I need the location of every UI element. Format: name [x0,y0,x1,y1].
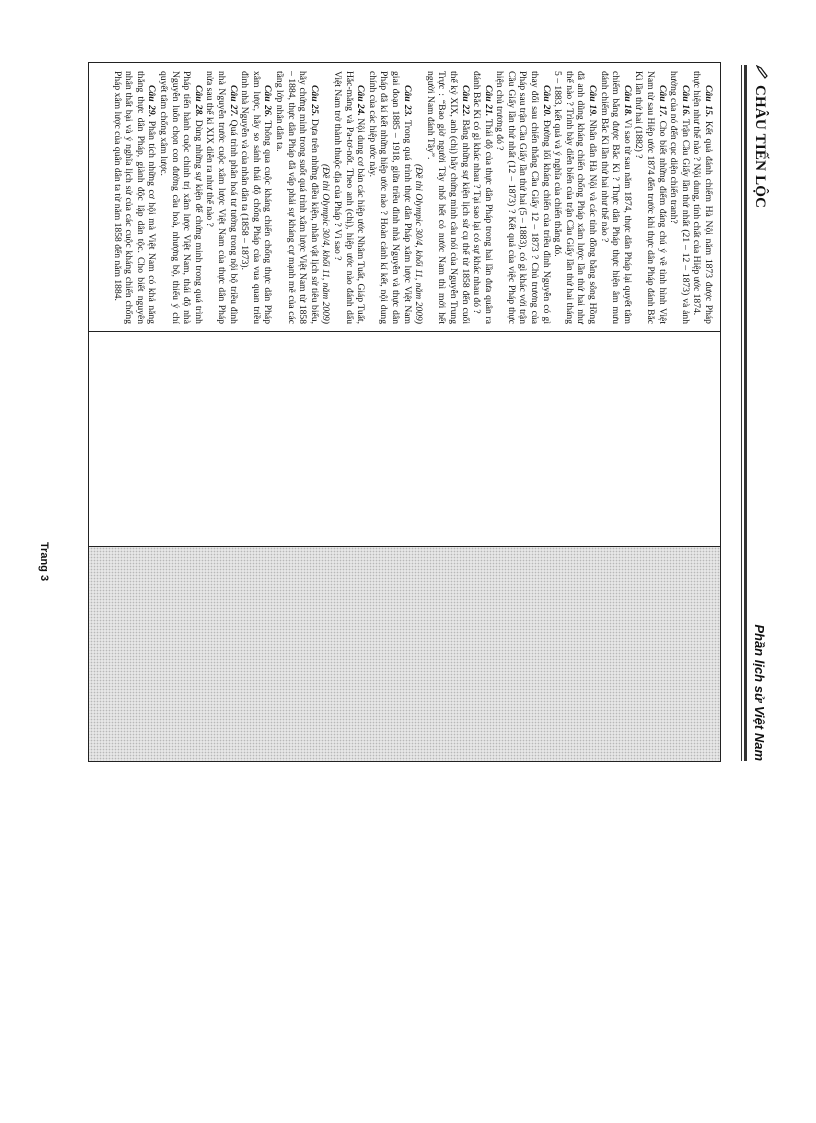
question-number: Câu 25. [308,85,320,117]
question-number: Câu 28. [192,85,204,117]
question-text: (Đề thi Olympic 30/4, khối 11, năm 2009) [320,164,332,324]
question-text: (Đề thi Olympic 30/4, khối 11, năm 2009) [413,164,425,324]
question-item [424,71,470,324]
question-number: Câu 15. [703,85,714,118]
question-item [273,71,319,324]
question-number: Câu 20. [540,85,552,117]
question-text: Đường lối kháng chiến của triều đình Nguyễn có gì thay đổi sau chiến thắng Cầu Giấy 12 – 1873 ? Chủ trương của Pháp sau trận Cầu Giấy lần thứ hai (5 – 1883), có gì khác với trận Cầu Giấy lần thứ nhất (12 – 1873) ? Kết quả của việc Pháp thực hiện chủ trương đó ? [494,71,552,324]
question-number: Câu 17. [656,85,668,118]
question-text: Thái độ của thực dân Pháp trong hai lần đưa quân ra đánh Bắc Kì có gì khác nhau ? Tại sao lại có sự khác nhau đó ? [471,71,494,324]
question-text: Vì sao từ sau năm 1874, thực dân Pháp lại quyết tâm chiếm bằng được Bắc Kì ? Thực dân Pháp thực hiện âm mưu đánh chiếm Bắc Kì lần thứ hai như thế nào ? [598,71,633,324]
question-number: Câu 24. [355,85,367,116]
question-item [552,71,598,324]
content-frame [88,62,721,762]
question-item [633,71,668,324]
question-item [331,71,366,324]
question-item [598,71,633,324]
header-rule-thin [741,65,742,761]
question-item [158,71,204,324]
question-number: Câu 27. [227,85,239,117]
question-text: Quá trình phân hoá tư tưởng trong nội bộ triều đình nhà Nguyễn trước cuộc xâm lược Việt Nam của thực dân Pháp nửa sau thế kỉ XIX diễn ra như thế nào ? [204,71,239,324]
question-text: Nhân dân Hà Nội và các tỉnh đồng bằng sông Hồng đã anh dũng kháng chiến chống Pháp xâm lược lần thứ hai như thế nào ? Trình bày diễn biến của trận Cầu Giấy lần thứ hai tháng 5 – 1883, kết quả và ý nghĩa của chiến thắng đó. [552,71,599,324]
question-number: Câu 16. [679,85,691,117]
question-item [111,71,157,324]
question-number: Câu 21. [482,85,494,117]
question-text: Bằng những sự kiện lịch sử cụ thể từ 1858 đến cuối thế kỷ XIX, anh (chị) hãy chứng minh câu nói của Nguyễn Trung Trực : “Bao giờ người Tây nhổ hết cỏ nước Nam thì mới hết người Nam đánh Tây”. [424,71,471,324]
header-rule [744,65,747,761]
question-number: Câu 22. [459,85,471,117]
question-item [494,71,552,324]
blank-notes-column [89,331,720,546]
question-text: Phân tích những cơ hội mà Việt Nam có khả năng thắng thực dân Pháp, giành độc lập dân tộc. Cho biết nguyên nhân thất bại và ý nghĩa lịch sử của các cuộc kháng chiến chống Pháp xâm lược của quân dân ta từ năm 1858 đến năm 1884. [111,71,158,324]
question-item [471,71,494,324]
question-number: Câu 18. [621,85,633,117]
shaded-column [89,546,720,761]
question-text: Trận Cầu Giấy lần thứ nhất (21 – 12 – 1873) và ảnh hưởng của nó đến cục diện chiến tranh? [668,71,691,324]
author-name: CHÂU TIẾN LỘC [752,85,768,209]
question-text: Dùng những sự kiện để chứng minh trong quá trình Pháp tiến hành cuộc chinh trị xâm lược Việt Nam, thái độ nhà Nguyễn luôn chọn con đường cầu hoà, nhượng bộ, thiếu ý chí quyết tâm chống xâm lược. [158,71,204,324]
question-text: Nội dung cơ bản các hiệp ước Nhâm Tuất, Giáp Tuất, Hắc-măng và Pa-tơ-nốt. Theo anh (chị), hiệp ước nào đánh dấu Việt Nam trở thành thuộc địa của Pháp ? Vì sao ? [332,71,367,324]
question-source [320,71,332,324]
questions-column [89,63,720,331]
question-number: Câu 26. [262,85,274,118]
page-number: Trang 3 [38,541,50,582]
question-item [668,71,691,324]
header-subject: Phần lịch sử Việt Nam [752,624,767,761]
question-text: Trong quá trình thực dân Pháp xâm lược Việt Nam giai đoạn 1885 – 1918, giữa triều đình nhà Nguyễn và thực dân Pháp đã kí kết những hiệp ước nào ? Hoàn cảnh kí kết, nội dung chính của các hiệp ước này. [366,71,413,324]
pencil-icon [751,65,768,79]
question-source [413,71,425,324]
question-text: Thông qua cuộc kháng chiến chống thực dân Pháp xâm lược, hãy so sánh thái độ chống Pháp của vua quan triều đình nhà Nguyễn và của nhân dân ta (1858 – 1873). [239,71,274,324]
question-item [691,71,714,324]
question-item [239,71,274,324]
header-author [751,65,768,208]
question-number: Câu 19. [587,85,599,117]
question-text: Dựa trên những điều kiện, nhân vật lịch sử tiêu biểu, hãy chứng minh trong suốt quá trình xâm lược Việt Nam từ 1858 – 1884, thực dân Pháp đã vấp phải sự kháng cự mạnh mẽ của các tầng lớp nhân dân ta. [274,71,320,324]
question-item [366,71,412,324]
question-text: Kết quả đánh chiếm Hà Nội năm 1873 được Pháp thực hiện như thế nào ? Nội dung, tính chất của Hiệp ước 1874. [691,71,714,324]
question-item [204,71,239,324]
question-text: Cho biết những điểm đáng chú ý về tình hình Việt Nam từ sau Hiệp ước 1874 đến trước khi thực dân Pháp đánh Bắc Kì lần thứ hai (1882) ? [633,71,668,324]
question-number: Câu 29. [146,85,158,118]
question-number: Câu 23. [401,85,413,117]
